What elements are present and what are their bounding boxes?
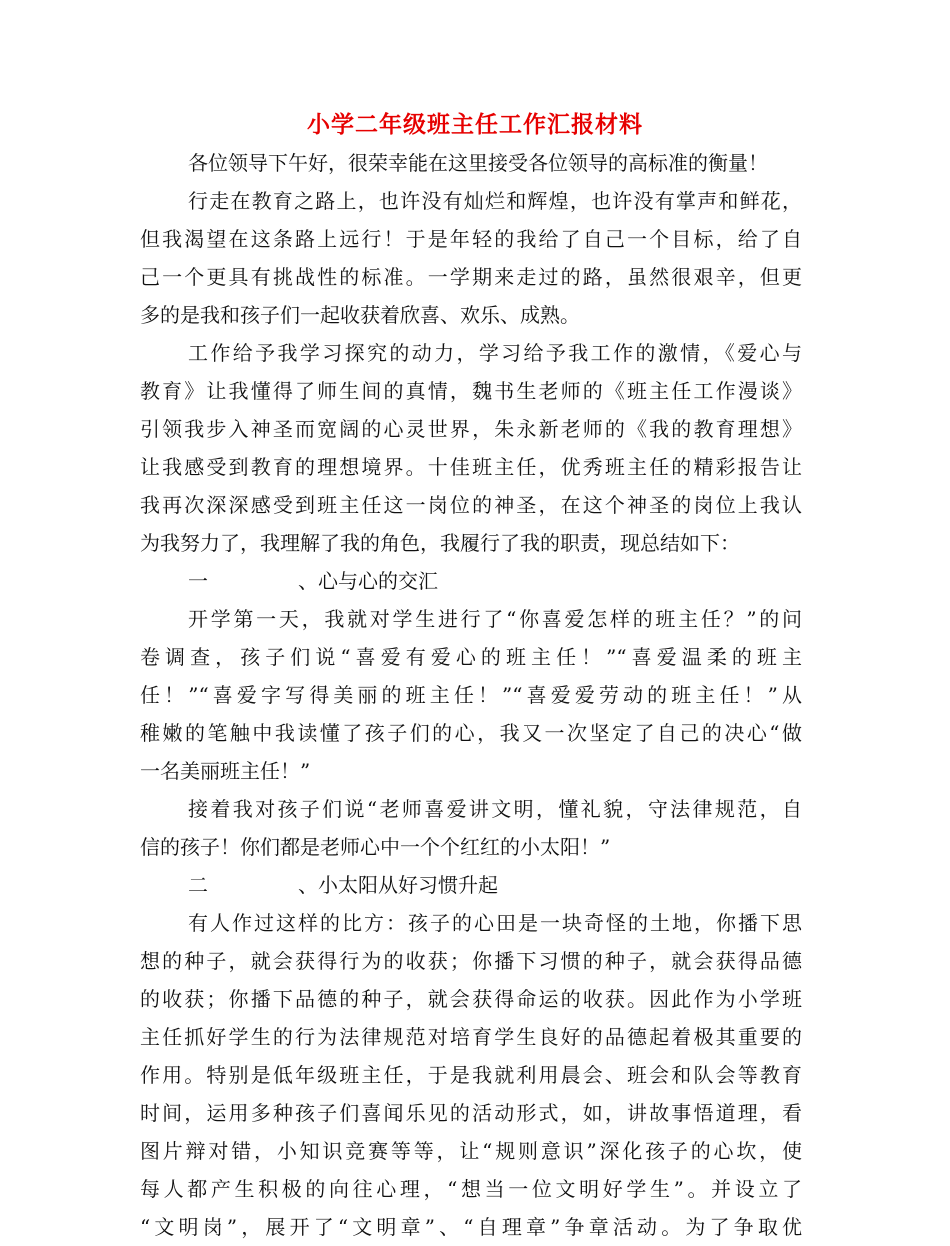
paragraph-line: 作用。特别是低年级班主任，于是我就利用晨会、班会和队会等教育 [140,1063,802,1087]
paragraph-line: 图片辩对错，小知识竞赛等等，让“规则意识”深化孩子的心坎，使 [140,1139,802,1163]
paragraph-line: 引领我步入神圣而宽阔的心灵世界，朱永新老师的《我的教育理想》 [140,417,802,441]
paragraph-line: 各位领导下午好，很荣幸能在这里接受各位领导的高标准的衡量！ [188,151,768,175]
paragraph-line: 卷调查，孩子们说“喜爱有爱心的班主任！”“喜爱温柔的班主 [140,645,802,669]
paragraph-line: 己一个更具有挑战性的标准。一学期来走过的路，虽然很艰辛，但更 [140,265,802,289]
section-heading [140,562,802,600]
paragraph-line: 我再次深深感受到班主任这一岗位的神圣，在这个神圣的岗位上我认 [140,493,802,517]
paragraph-line: 开学第一天，我就对学生进行了“你喜爱怎样的班主任？”的问 [188,607,802,631]
paragraph-line: 工作给予我学习探究的动力，学习给予我工作的激情，《爱心与 [188,341,802,365]
paragraph-line: 想的种子，就会获得行为的收获；你播下习惯的种子，就会获得品德 [140,949,802,973]
paragraph-line: 一名美丽班主任！” [140,759,311,783]
paragraph-line: 主任抓好学生的行为法律规范对培育学生良好的品德起着极其重要的 [140,1025,802,1049]
document-body [140,144,802,1246]
section-heading [140,866,802,904]
paragraph-line: 为我努力了，我理解了我的角色，我履行了我的职责，现总结如下： [140,531,740,555]
paragraph-line: 多的是我和孩子们一起收获着欣喜、欢乐、成熟。 [140,303,580,327]
paragraph-line: 让我感受到教育的理想境界。十佳班主任，优秀班主任的精彩报告让 [140,455,802,479]
paragraph-line: 任！”“喜爱字写得美丽的班主任！”“喜爱爱劳动的班主任！”从 [140,683,802,707]
paragraph-line: 稚嫩的笔触中我读懂了孩子们的心，我又一次坚定了自己的决心“做 [140,721,802,745]
paragraph-line: 接着我对孩子们说“老师喜爱讲文明，懂礼貌，守法律规范，自 [188,797,802,821]
section-number: 一、 [188,569,318,593]
paragraph-line: “文明岗”，展开了“文明章”、“自理章”争章活动。为了争取优 [140,1215,802,1239]
paragraph-line: 的收获；你播下品德的种子，就会获得命运的收获。因此作为小学班 [140,987,802,1011]
paragraph-line: 行走在教育之路上，也许没有灿烂和辉煌，也许没有掌声和鲜花， [188,189,802,213]
paragraph-line: 每人都产生积极的向往心理，“想当一位文明好学生”。并设立了 [140,1177,802,1201]
section-number: 二、 [188,873,318,897]
paragraph-line: 教育》让我懂得了师生间的真情，魏书生老师的《班主任工作漫谈》 [140,379,802,403]
paragraph-line: 有人作过这样的比方：孩子的心田是一块奇怪的土地，你播下思 [188,911,802,935]
section-title: 心与心的交汇 [318,569,438,593]
section-title: 小太阳从好习惯升起 [318,873,498,897]
paragraph-line: 但我渴望在这条路上远行！于是年轻的我给了自己一个目标，给了自 [140,227,802,251]
document-title: 小学二年级班主任工作汇报材料 [307,111,643,138]
paragraph-line: 时间，运用多种孩子们喜闻乐见的活动形式，如，讲故事悟道理，看 [140,1101,802,1125]
paragraph-line: 信的孩子！你们都是老师心中一个个红红的小太阳！” [140,835,611,859]
